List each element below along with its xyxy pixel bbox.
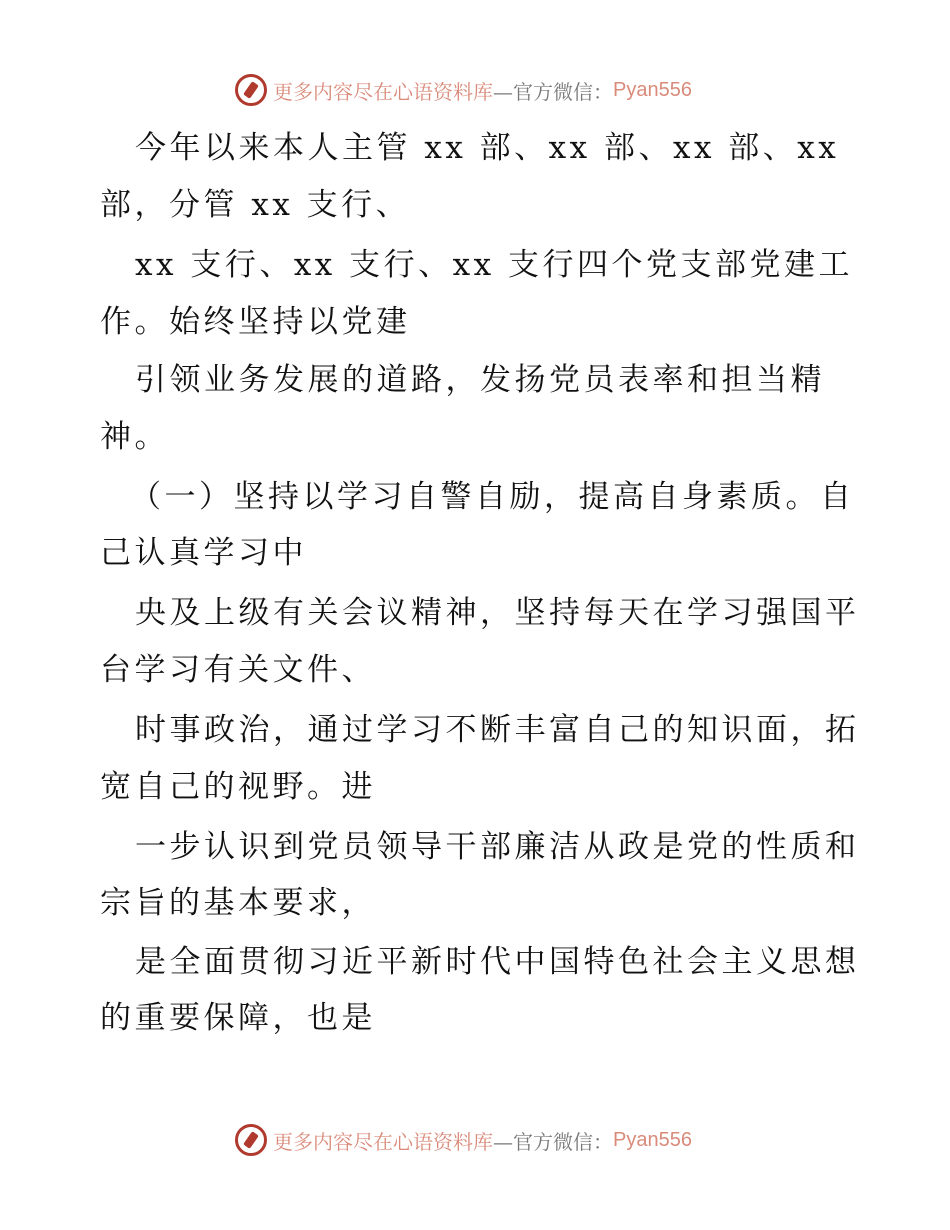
text-line: 作。始终坚持以党建 <box>100 304 411 340</box>
text-line: 引领业务发展的道路，发扬党员表率和担当精 <box>135 362 825 398</box>
text-line: 时事政治，通过学习不断丰富自己的知识面，拓 <box>135 712 860 748</box>
text-line: 己认真学习中 <box>100 535 307 571</box>
text-line: 的重要保障，也是 <box>100 1000 376 1036</box>
text-line: 台学习有关文件、 <box>100 652 376 688</box>
text-line: 央及上级有关会议精神，坚持每天在学习强国平 <box>135 595 860 631</box>
footer-watermark <box>235 1122 692 1158</box>
watermark-wechat-id: Pyan556 <box>613 78 692 101</box>
logo-icon <box>235 1124 267 1156</box>
watermark-wechat-label: —官方微信： <box>493 79 613 104</box>
text-line: 今年以来本人主管 xx 部、xx 部、xx 部、xx <box>135 130 840 166</box>
watermark-wechat-id: Pyan556 <box>613 1128 692 1151</box>
text-line: xx 支行、xx 支行、xx 支行四个党支部党建工 <box>135 247 853 283</box>
text-line: （一）坚持以学习自警自励，提高自身素质。自 <box>130 479 855 515</box>
text-line: 宽自己的视野。进 <box>100 769 376 805</box>
text-line: 是全面贯彻习近平新时代中国特色社会主义思想 <box>135 944 860 980</box>
watermark-text: 更多内容尽在心语资料库 <box>273 1129 493 1154</box>
watermark-text: 更多内容尽在心语资料库 <box>273 79 493 104</box>
text-line: 宗旨的基本要求， <box>100 885 376 921</box>
logo-icon <box>235 74 267 106</box>
text-line: 神。 <box>100 419 169 455</box>
header-watermark <box>235 72 692 108</box>
text-line: 一步认识到党员领导干部廉洁从政是党的性质和 <box>135 829 860 865</box>
watermark-wechat-label: —官方微信： <box>493 1129 613 1154</box>
text-line: 部，分管 xx 支行、 <box>100 187 411 223</box>
